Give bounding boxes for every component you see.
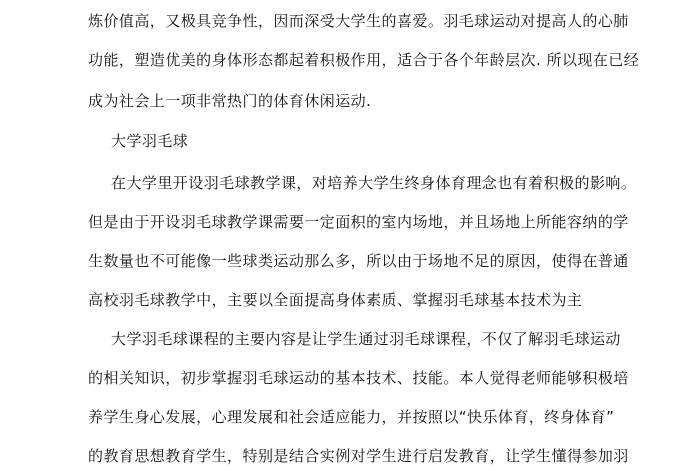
text-line: 的相关知识，初步掌握羽毛球运动的基本技术、技能。本人觉得老师能够积极培: [88, 369, 629, 387]
section-heading: 大学羽毛球: [111, 132, 189, 150]
text-line: 高校羽毛球教学中，主要以全面提高身体素质、掌握羽毛球基本技术为主: [88, 291, 583, 309]
text-line: 养学生身心发展，心理发展和社会适应能力，并按照以“快乐体育，终身体育”: [88, 408, 615, 426]
text-line: 炼价值高，又极具竞争性，因而深受大学生的喜爱。羽毛球运动对提高人的心肺: [88, 12, 629, 30]
text-line: 成为社会上一项非常热门的体育休闲运动.: [88, 92, 372, 110]
text-line: 在大学里开设羽毛球教学课，对培养大学生终身体育理念也有着积极的影响。: [111, 174, 637, 192]
text-line: 的教育思想教育学生，特别是结合实例对学生进行启发教育，让学生懂得参加羽: [88, 447, 629, 465]
text-line: 生数量也不可能像一些球类运动那么多，所以由于场地不足的原因，使得在普通: [88, 252, 629, 270]
text-line: 功能，塑造优美的身体形态都起着积极作用，适合于各个年龄层次. 所以现在已经: [88, 51, 640, 69]
text-line: 但是由于开设羽毛球教学课需要一定面积的室内场地，并且场地上所能容纳的学: [88, 213, 629, 231]
text-line: 大学羽毛球课程的主要内容是让学生通过羽毛球课程，不仅了解羽毛球运动: [111, 330, 621, 348]
